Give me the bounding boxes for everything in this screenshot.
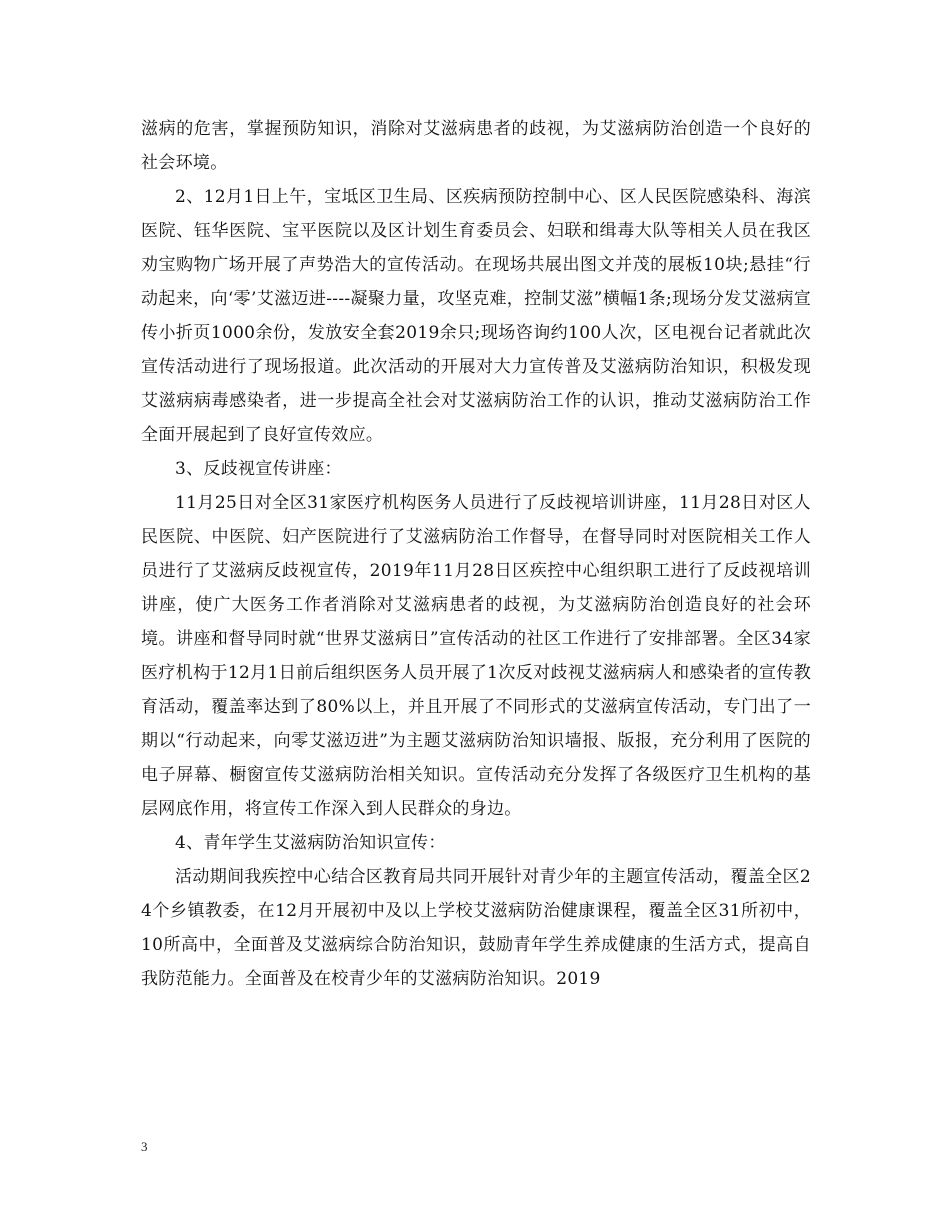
section-heading-3: 3、反歧视宣传讲座： [175, 459, 342, 479]
paragraph-student-education: 活动期间我疾控中心结合区教育局共同开展针对青少年的主题宣传活动，覆盖全区24个乡镇教委，在12月开展初中及以上学校艾滋病防治健康课程，覆盖全区31所初中，10所高中，全面普及艾滋病综合防治知识，鼓励青年学生养成健康的生活方式，提高自我防范能力。全面普及在校青少年的艾滋病防治知识。2019 [141, 867, 811, 989]
section-heading-4: 4、青年学生艾滋病防治知识宣传： [175, 833, 446, 853]
document-body [141, 112, 811, 996]
paragraph-item-2: 2、12月1日上午，宝坻区卫生局、区疾病预防控制中心、区人民医院感染科、海滨医院、钰华医院、宝平医院以及区计划生育委员会、妇联和缉毒大队等相关人员在我区劝宝购物广场开展了声势浩大的宣传活动。在现场共展出图文并茂的展板10块;悬挂“行动起来，向‘零’艾滋迈进----凝聚力量，攻坚克难，控制艾滋”横幅1条;现场分发艾滋病宣传小折页1000余份，发放安全套2019余只;现场咨询约100人次，区电视台记者就此次宣传活动进行了现场报道。此次活动的开展对大力宣传普及艾滋病防治知识，积极发现艾滋病病毒感染者，进一步提高全社会对艾滋病防治工作的认识，推动艾滋病防治工作全面开展起到了良好宣传效应。 [141, 187, 811, 445]
page-number: 3 [141, 1139, 148, 1154]
paragraph-continuation: 滋病的危害，掌握预防知识，消除对艾滋病患者的歧视，为艾滋病防治创造一个良好的社会环境。 [141, 119, 811, 173]
paragraph-anti-discrimination: 11月25日对全区31家医疗机构医务人员进行了反歧视培训讲座，11月28日对区人民医院、中医院、妇产医院进行了艾滋病防治工作督导，在督导同时对医院相关工作人员进行了艾滋病反歧视宣传，2019年11月28日区疾控中心组织职工进行了反歧视培训讲座，使广大医务工作者消除对艾滋病患者的歧视，为艾滋病防治创造良好的社会环境。讲座和督导同时就“世界艾滋病日”宣传活动的社区工作进行了安排部署。全区34家医疗机构于12月1日前后组织医务人员开展了1次反对歧视艾滋病病人和感染者的宣传教育活动，覆盖率达到了80%以上，并且开展了不同形式的艾滋病宣传活动，专门出了一期以“行动起来，向零艾滋迈进”为主题艾滋病防治知识墙报、版报，充分利用了医院的电子屏幕、橱窗宣传艾滋病防治相关知识。宣传活动充分发挥了各级医疗卫生机构的基层网底作用，将宣传工作深入到人民群众的身边。 [141, 493, 811, 819]
